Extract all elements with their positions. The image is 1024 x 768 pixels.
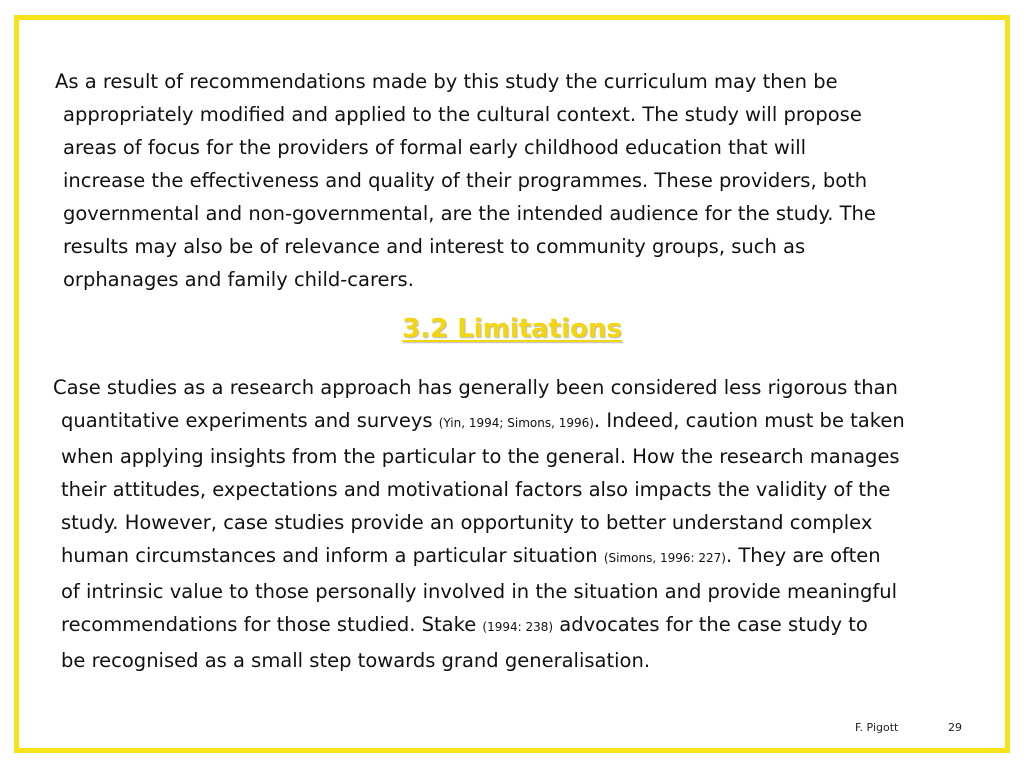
line-text: . They are often: [725, 544, 881, 567]
paragraph-line: appropriately modified and applied to the cultural context. The study will propose: [63, 103, 862, 126]
paragraph-limitations: [53, 371, 905, 677]
paragraph-line: As a result of recommendations made by this study the curriculum may then be: [55, 70, 838, 93]
line-text: quantitative experiments and surveys: [61, 409, 439, 432]
paragraph-line: [53, 608, 905, 644]
line-text: . Indeed, caution must be taken: [593, 409, 905, 432]
paragraph-line: when applying insights from the particular to the general. How the research manages: [61, 445, 900, 468]
section-heading: 3.2 Limitations: [402, 314, 622, 344]
citation: (1994: 238): [482, 620, 554, 634]
paragraph-line: results may also be of relevance and interest to community groups, such as: [63, 235, 806, 258]
line-text: recommendations for those studied. Stake: [61, 613, 483, 636]
citation: (Simons, 1996: 227): [603, 551, 726, 565]
paragraph-line: Case studies as a research approach has generally been considered less rigorous than: [53, 376, 898, 399]
paragraph-line: of intrinsic value to those personally involved in the situation and provide meaningful: [61, 580, 898, 603]
paragraph-line: [53, 539, 905, 575]
line-text: advocates for the case study to: [553, 613, 868, 636]
paragraph-purpose: [55, 65, 876, 296]
citation: (Yin, 1994; Simons, 1996): [438, 416, 594, 430]
paragraph-line: increase the effectiveness and quality of their programmes. These providers, both: [63, 169, 868, 192]
paragraph-line: areas of focus for the providers of formal early childhood education that will: [63, 136, 807, 159]
paragraph-line: orphanages and family child-carers.: [63, 268, 414, 291]
page-number: 29: [948, 721, 962, 734]
paragraph-line: be recognised as a small step towards grand generalisation.: [61, 649, 651, 672]
paragraph-line: their attitudes, expectations and motivational factors also impacts the validity of the: [61, 478, 891, 501]
paragraph-line: study. However, case studies provide an opportunity to better understand complex: [61, 511, 873, 534]
line-text: human circumstances and inform a particular situation: [61, 544, 604, 567]
footer-author: F. Pigott: [855, 721, 899, 734]
paragraph-line: [53, 404, 905, 440]
paragraph-line: governmental and non-governmental, are the intended audience for the study. The: [63, 202, 876, 225]
